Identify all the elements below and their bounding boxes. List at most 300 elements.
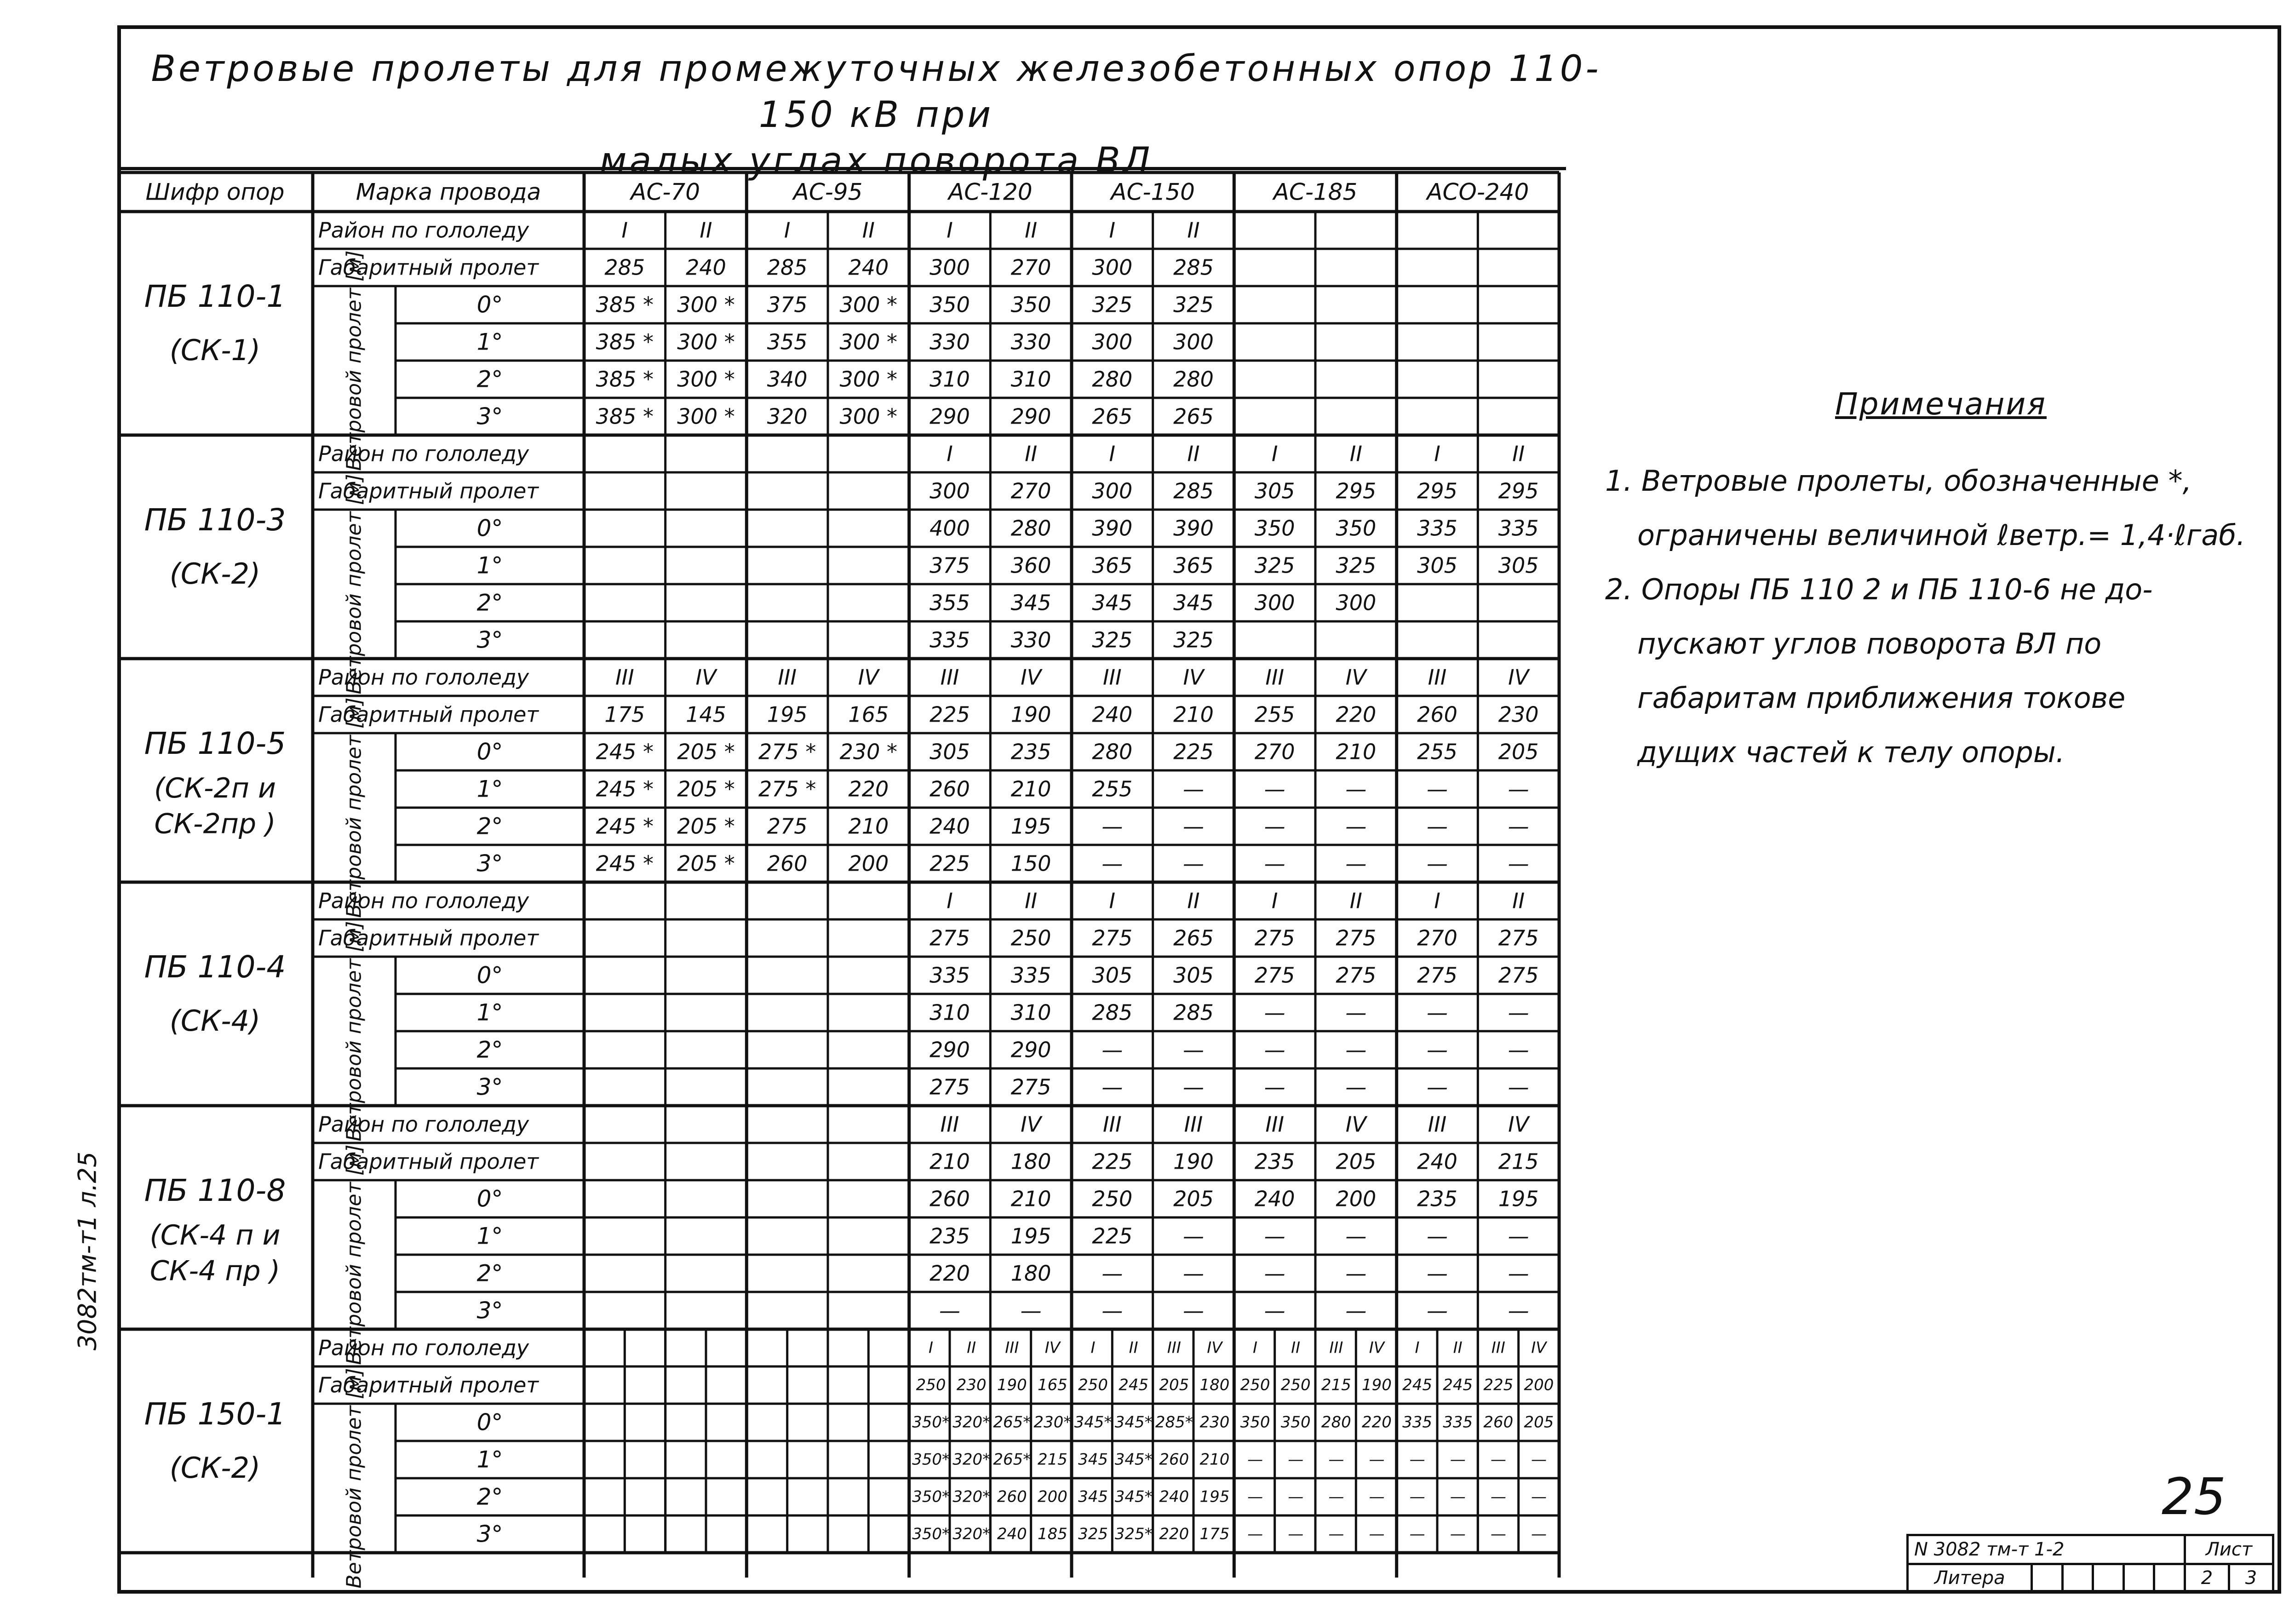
stamp-litera-cell: [2154, 1564, 2185, 1593]
table-cell: —: [1508, 814, 1529, 839]
stamp-litera-cell: [2032, 1564, 2063, 1593]
table-cell: II: [1129, 1338, 1138, 1357]
table-cell: 345: [1010, 590, 1051, 615]
table-cell: —: [1345, 1000, 1367, 1025]
table-cell: III: [940, 1112, 959, 1137]
row-label-angle: 2°: [476, 366, 503, 393]
table-cell: 210: [1173, 702, 1214, 727]
title-line-1: Ветровые пролеты для промежуточных железобетонных опор 110-150 кВ при: [151, 48, 1601, 136]
table-cell: 335: [1402, 1413, 1433, 1432]
table-cell: I: [1271, 441, 1278, 466]
table-cell: 215: [1037, 1450, 1067, 1469]
table-cell: 175: [604, 702, 645, 727]
table-cell: —: [1409, 1487, 1425, 1506]
table-cell: 240: [1254, 1186, 1295, 1211]
row-label-angle: 2°: [476, 813, 503, 840]
table-cell: 205: [1173, 1186, 1214, 1211]
table-cell: —: [1427, 1298, 1448, 1323]
notes-block: [1605, 386, 2258, 780]
table-cell: —: [1264, 1298, 1285, 1323]
stamp-total-sheets: 3: [2229, 1564, 2273, 1593]
table-cell: 240: [1092, 702, 1133, 727]
table-cell: —: [1328, 1450, 1344, 1469]
table-cell: —: [1427, 1037, 1448, 1062]
table-cell: 260: [1159, 1450, 1189, 1469]
table-cell: —: [1369, 1525, 1385, 1544]
note-line: дущих частей к телу опоры.: [1637, 735, 2065, 769]
table-cell: IV: [1345, 665, 1366, 690]
table-cell: 180: [1010, 1261, 1051, 1286]
note-line: габаритам приближения токове: [1637, 681, 2126, 715]
table-cell: 265: [1173, 925, 1214, 951]
table-cell: 325: [1254, 553, 1295, 578]
table-cell: 175: [1199, 1525, 1230, 1544]
table-cell: 250: [916, 1376, 946, 1394]
table-cell: 210: [1336, 739, 1377, 764]
table-cell: II: [1349, 441, 1362, 466]
header-support-code: Шифр опор: [145, 178, 285, 206]
table-cell: 250: [1280, 1376, 1311, 1394]
row-label-wind: Ветровой пролет [м]: [342, 697, 366, 918]
table-cell: IV: [1207, 1338, 1222, 1357]
table-cell: I: [947, 218, 953, 243]
table-cell: 210: [929, 1149, 970, 1174]
table-cell: 225: [1092, 1149, 1133, 1174]
table-cell: 200: [1037, 1487, 1067, 1506]
table-cell: 345*: [1114, 1487, 1153, 1506]
table-cell: —: [1508, 1223, 1529, 1249]
table-cell: 235: [1254, 1149, 1295, 1174]
table-cell: I: [1109, 888, 1116, 913]
table-cell: 190: [1010, 702, 1051, 727]
table-cell: —: [1427, 1074, 1448, 1100]
table-cell: 320: [767, 404, 808, 429]
table-cell: 250: [1078, 1376, 1108, 1394]
table-cell: 260: [767, 851, 808, 876]
table-cell: 220: [1361, 1413, 1392, 1432]
row-label-angle: 1°: [476, 552, 503, 579]
table-cell: 295: [1498, 478, 1539, 504]
table-cell: —: [1345, 851, 1367, 876]
table-cell: 220: [929, 1261, 970, 1286]
note-line: пускают углов поворота ВЛ по: [1637, 627, 2102, 660]
table-cell: —: [1409, 1525, 1425, 1544]
table-cell: 300 *: [677, 292, 735, 317]
table-cell: 305: [929, 739, 970, 764]
table-cell: —: [1508, 1074, 1529, 1100]
table-cell: 255: [1254, 702, 1295, 727]
table-cell: 340: [767, 367, 808, 392]
stamp-doc-number: N 3082 тм-т 1-2: [1908, 1535, 2185, 1564]
table-cell: 205 *: [677, 851, 735, 876]
table-cell: 205 *: [677, 776, 735, 802]
table-cell: 205: [1498, 739, 1539, 764]
table-cell: —: [1101, 1074, 1123, 1100]
table-cell: 260: [929, 776, 970, 802]
row-label-wind: Ветровой пролет [м]: [342, 250, 366, 471]
table-cell: 300: [929, 255, 970, 280]
table-cell: —: [1531, 1450, 1547, 1469]
table-cell: 220: [1336, 702, 1377, 727]
table-cell: 300: [1254, 590, 1295, 615]
page-number: 25: [2162, 1467, 2226, 1526]
group-support-name: ПБ 150-1: [144, 1396, 286, 1432]
table-cell: 290: [1010, 1037, 1051, 1062]
row-label-ice: Район по гололеду: [318, 1335, 529, 1360]
table-cell: —: [1183, 1223, 1204, 1249]
table-cell: 390: [1092, 516, 1133, 541]
table-cell: —: [1183, 814, 1204, 839]
table-cell: —: [1508, 776, 1529, 802]
table-cell: —: [1427, 1261, 1448, 1286]
table-cell: 295: [1336, 478, 1377, 504]
table-cell: 250: [1010, 925, 1051, 951]
table-cell: 310: [929, 1000, 970, 1025]
row-label-wind: Ветровой пролет [м]: [342, 921, 366, 1142]
table-cell: 275: [1254, 925, 1295, 951]
row-label-wind: Ветровой пролет [м]: [342, 1368, 366, 1589]
table-cell: 275 *: [758, 776, 816, 802]
table-cell: III: [615, 665, 634, 690]
table-cell: 230: [1498, 702, 1539, 727]
table-cell: —: [1490, 1450, 1506, 1469]
table-cell: 245 *: [596, 739, 654, 764]
table-cell: 325: [1336, 553, 1377, 578]
table-cell: 240: [997, 1525, 1027, 1544]
table-cell: 400: [929, 516, 970, 541]
table-cell: 325: [1173, 292, 1214, 317]
table-cell: —: [1264, 776, 1285, 802]
table-cell: —: [1427, 1000, 1448, 1025]
row-label-ice: Район по гололеду: [318, 1112, 529, 1137]
table-cell: 305: [1498, 553, 1539, 578]
table-cell: 350: [1336, 516, 1377, 541]
header-wire: АС-70: [631, 178, 700, 206]
table-cell: —: [1345, 1223, 1367, 1249]
row-label-angle: 1°: [476, 1222, 503, 1250]
table-cell: —: [1531, 1487, 1547, 1506]
table-cell: 300: [1092, 329, 1133, 355]
table-cell: 205 *: [677, 814, 735, 839]
table-cell: 205: [1336, 1149, 1377, 1174]
table-cell: 285: [604, 255, 645, 280]
table-cell: 300 *: [677, 404, 735, 429]
table-cell: 280: [1092, 367, 1133, 392]
group-support-name: ПБ 110-3: [144, 502, 286, 538]
table-cell: 350*: [912, 1525, 950, 1544]
table-cell: II: [1291, 1338, 1301, 1357]
table-cell: 275 *: [758, 739, 816, 764]
table-cell: 355: [767, 329, 808, 355]
row-label-angle: 1°: [476, 999, 503, 1026]
table-cell: III: [1167, 1338, 1181, 1357]
table-cell: IV: [1508, 665, 1529, 690]
table-cell: —: [1345, 1074, 1367, 1100]
table-cell: 245: [1119, 1376, 1149, 1394]
table-cell: II: [700, 218, 712, 243]
table-cell: 275: [1417, 963, 1457, 988]
table-cell: 385 *: [596, 292, 654, 317]
table-cell: 245 *: [596, 851, 654, 876]
table-cell: 280: [1173, 367, 1214, 392]
row-label-angle: 3°: [476, 1297, 503, 1324]
row-label-angle: 3°: [476, 1073, 503, 1101]
table-cell: 350: [1254, 516, 1295, 541]
group-support-name: ПБ 110-1: [144, 279, 286, 315]
table-cell: 190: [1361, 1376, 1392, 1394]
table-cell: —: [1427, 1223, 1448, 1249]
row-label-angle: 0°: [476, 291, 503, 318]
table-cell: 385 *: [596, 329, 654, 355]
table-cell: 295: [1417, 478, 1457, 504]
table-cell: 310: [929, 367, 970, 392]
table-cell: II: [1187, 441, 1200, 466]
table-cell: II: [1349, 888, 1362, 913]
table-cell: 350*: [912, 1487, 950, 1506]
table-cell: 240: [1417, 1149, 1457, 1174]
table-cell: —: [1247, 1450, 1263, 1469]
table-cell: 270: [1010, 478, 1051, 504]
table-cell: 345*: [1114, 1413, 1153, 1432]
group-support-sub: (СК-4 п и: [149, 1219, 281, 1251]
table-cell: II: [1025, 441, 1038, 466]
table-cell: II: [967, 1338, 976, 1357]
table-cell: —: [1508, 1000, 1529, 1025]
table-cell: 345*: [1074, 1413, 1112, 1432]
table-cell: I: [947, 441, 953, 466]
table-cell: 195: [767, 702, 808, 727]
table-cell: 270: [1010, 255, 1051, 280]
table-cell: —: [1101, 1261, 1123, 1286]
table-cell: —: [1345, 1298, 1367, 1323]
table-cell: III: [1428, 665, 1447, 690]
table-cell: —: [1264, 1074, 1285, 1100]
table-cell: 375: [767, 292, 808, 317]
table-cell: 350: [929, 292, 970, 317]
table-cell: 250: [1092, 1186, 1133, 1211]
row-label-ice: Район по гололеду: [318, 441, 529, 466]
table-cell: 300 *: [839, 292, 898, 317]
table-cell: 275: [929, 1074, 970, 1100]
table-cell: II: [1512, 441, 1525, 466]
table-cell: —: [1490, 1487, 1506, 1506]
table-cell: 260: [997, 1487, 1027, 1506]
table-cell: —: [1183, 1037, 1204, 1062]
table-cell: 190: [997, 1376, 1027, 1394]
row-label-angle: 1°: [476, 328, 503, 356]
table-cell: I: [947, 888, 953, 913]
table-cell: 185: [1037, 1525, 1067, 1544]
table-cell: 165: [848, 702, 889, 727]
table-cell: —: [1409, 1450, 1425, 1469]
table-cell: 275: [1336, 925, 1377, 951]
table-cell: 265*: [993, 1450, 1031, 1469]
row-label-angle: 0°: [476, 738, 503, 765]
table-cell: 365: [1092, 553, 1133, 578]
table-cell: 385 *: [596, 367, 654, 392]
table-cell: —: [1288, 1487, 1304, 1506]
table-cell: —: [1427, 851, 1448, 876]
group-support-sub: СК-4 пр ): [149, 1255, 281, 1287]
stamp-litera-cell: [2062, 1564, 2093, 1593]
table-cell: 300: [1336, 590, 1377, 615]
row-label-ice: Район по гололеду: [318, 218, 529, 243]
table-cell: 330: [1010, 329, 1051, 355]
table-cell: I: [1109, 441, 1116, 466]
row-label-ice: Район по гололеду: [318, 665, 529, 690]
header-wire: АСО-240: [1427, 178, 1529, 206]
table-cell: —: [1101, 1037, 1123, 1062]
table-cell: 265: [1173, 404, 1214, 429]
table-cell: I: [1253, 1338, 1258, 1357]
table-cell: 325: [1092, 292, 1133, 317]
table-cell: 360: [1010, 553, 1051, 578]
table-cell: —: [1328, 1525, 1344, 1544]
table-cell: 345: [1092, 590, 1133, 615]
group-support-sub: (СК-1): [169, 333, 261, 367]
table-cell: 205: [1524, 1413, 1554, 1432]
table-cell: —: [1264, 814, 1285, 839]
table-cell: 365: [1173, 553, 1214, 578]
table-cell: 280: [1321, 1413, 1351, 1432]
table-cell: I: [929, 1338, 934, 1357]
table-cell: III: [1005, 1338, 1019, 1357]
table-cell: 215: [1321, 1376, 1351, 1394]
table-cell: II: [1187, 218, 1200, 243]
table-cell: 310: [1010, 1000, 1051, 1025]
table-cell: I: [1090, 1338, 1096, 1357]
table-cell: 335: [929, 627, 970, 653]
table-cell: II: [1453, 1338, 1463, 1357]
table-cell: 245: [1402, 1376, 1433, 1394]
table-cell: 355: [929, 590, 970, 615]
row-label-angle: 1°: [476, 775, 503, 803]
table-cell: III: [1184, 1112, 1203, 1137]
table-cell: 300 *: [839, 404, 898, 429]
table-cell: 300 *: [839, 367, 898, 392]
table-cell: III: [1102, 1112, 1122, 1137]
table-cell: 225: [1173, 739, 1214, 764]
note-line: 2. Опоры ПБ 110 2 и ПБ 110-6 не до-: [1605, 573, 2153, 606]
table-cell: 335: [929, 963, 970, 988]
table-cell: —: [1427, 814, 1448, 839]
table-cell: 270: [1417, 925, 1457, 951]
table-cell: —: [1183, 776, 1204, 802]
table-cell: —: [1183, 1261, 1204, 1286]
table-cell: —: [1264, 1037, 1285, 1062]
table-cell: —: [1101, 851, 1123, 876]
row-label-wind: Ветровой пролет [м]: [342, 474, 366, 694]
table-cell: 275: [767, 814, 808, 839]
table-cell: —: [1369, 1487, 1385, 1506]
table-cell: 345*: [1114, 1450, 1153, 1469]
table-cell: I: [1271, 888, 1278, 913]
table-cell: 300 *: [677, 367, 735, 392]
group-support-name: ПБ 110-8: [144, 1173, 286, 1209]
group-support-sub: СК-2пр ): [154, 808, 276, 840]
table-cell: 390: [1173, 516, 1214, 541]
table-cell: 275: [1498, 925, 1539, 951]
table-cell: —: [1508, 1298, 1529, 1323]
table-cell: I: [1434, 441, 1440, 466]
table-cell: II: [1025, 218, 1038, 243]
table-cell: 330: [1010, 627, 1051, 653]
table-cell: —: [1531, 1525, 1547, 1544]
table-cell: 230 *: [839, 739, 898, 764]
table-cell: 200: [1336, 1186, 1377, 1211]
table-cell: II: [862, 218, 875, 243]
table-cell: —: [1450, 1450, 1466, 1469]
table-cell: 290: [1010, 404, 1051, 429]
table-cell: 290: [929, 404, 970, 429]
row-label-gabarit: Габаритный пролет: [318, 1149, 539, 1174]
notes-title: Примечания: [1835, 386, 2047, 422]
note-line: 1. Ветровые пролеты, обозначенные *,: [1605, 464, 2192, 498]
table-cell: —: [1450, 1487, 1466, 1506]
table-cell: 320*: [952, 1450, 991, 1469]
table-cell: IV: [858, 665, 879, 690]
header-wire: АС-185: [1273, 178, 1358, 206]
table-cell: IV: [1345, 1112, 1366, 1137]
table-cell: —: [1101, 814, 1123, 839]
table-cell: 235: [1010, 739, 1051, 764]
table-cell: 285: [1173, 1000, 1214, 1025]
table-cell: —: [1264, 1261, 1285, 1286]
table-cell: III: [1265, 665, 1285, 690]
table-cell: 350: [1010, 292, 1051, 317]
table-cell: 285: [1173, 478, 1214, 504]
table-cell: —: [1345, 814, 1367, 839]
table-cell: 305: [1092, 963, 1133, 988]
table-cell: —: [1183, 1298, 1204, 1323]
table-cell: IV: [1044, 1338, 1061, 1357]
table-cell: 275: [929, 925, 970, 951]
group-support-sub: (СК-2): [169, 1451, 261, 1485]
table-cell: 220: [1159, 1525, 1189, 1544]
table-cell: 345: [1078, 1487, 1108, 1506]
table-cell: I: [1434, 888, 1440, 913]
table-cell: 210: [848, 814, 889, 839]
table-cell: III: [1428, 1112, 1447, 1137]
table-cell: —: [1288, 1525, 1304, 1544]
table-cell: 265*: [993, 1413, 1031, 1432]
table-cell: 330: [929, 329, 970, 355]
header-wire: АС-95: [793, 178, 863, 206]
table-cell: 230: [1199, 1413, 1230, 1432]
table-cell: 165: [1037, 1376, 1067, 1394]
table-cell: 245: [1443, 1376, 1473, 1394]
table-cell: —: [1264, 1000, 1285, 1025]
table-cell: 320*: [952, 1487, 991, 1506]
table-cell: 245 *: [596, 776, 654, 802]
table-cell: IV: [1183, 665, 1204, 690]
group-support-sub: (СК-4): [169, 1004, 261, 1038]
table-cell: 225: [1483, 1376, 1514, 1394]
table-cell: —: [1020, 1298, 1042, 1323]
table-cell: —: [1508, 851, 1529, 876]
stamp-sheet-label: Лист: [2185, 1535, 2273, 1564]
table-cell: 350*: [912, 1413, 950, 1432]
group-support-sub: (СК-2): [169, 557, 261, 591]
row-label-wind: Ветровой пролет [м]: [342, 1144, 366, 1365]
table-cell: 320*: [952, 1525, 991, 1544]
table-cell: 240: [848, 255, 889, 280]
table-cell: 300: [1173, 329, 1214, 355]
table-cell: 190: [1173, 1149, 1214, 1174]
table-cell: III: [1265, 1112, 1285, 1137]
table-cell: 345: [1173, 590, 1214, 615]
table-cell: IV: [1531, 1338, 1547, 1357]
